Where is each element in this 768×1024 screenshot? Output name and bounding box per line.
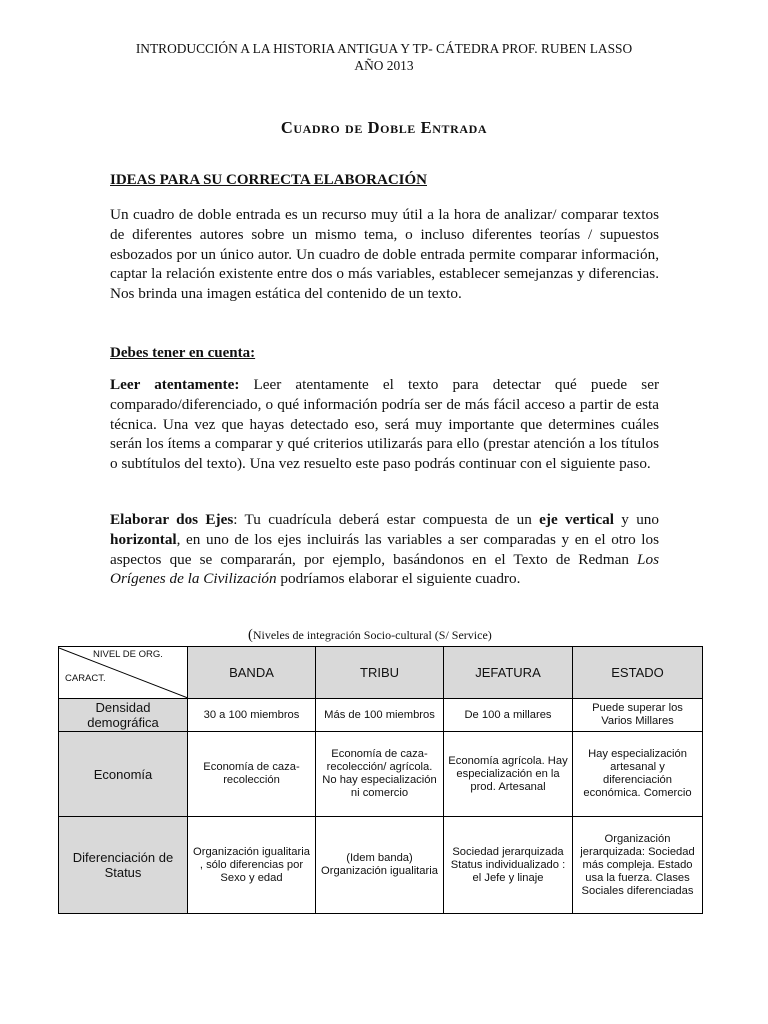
paragraph-ejes-text-1: : Tu cuadrícula deberá estar compuesta de un — [233, 511, 540, 528]
table-cell: Sociedad jerarquizada Status individualizado : el Jefe y linaje — [444, 817, 573, 914]
table-header-row — [59, 647, 703, 699]
table-cell: Economía de caza-recolección/ agrícola. No hay especialización ni comercio — [316, 732, 444, 817]
table-corner-cell — [59, 647, 188, 699]
paragraph-ejes-book-title: Los Orígenes de la Civilización — [110, 550, 659, 588]
column-header-estado: ESTADO — [573, 647, 703, 699]
paragraph-ejes — [110, 510, 659, 589]
column-header-tribu: TRIBU — [316, 647, 444, 699]
document-header — [100, 40, 668, 74]
section-title: IDEAS PARA SU CORRECTA ELABORACIÓN — [110, 172, 427, 188]
subsection-title: Debes tener en cuenta: — [110, 345, 256, 361]
corner-label-nivel: NIVEL DE ORG. — [93, 649, 163, 660]
table-row — [59, 732, 703, 817]
table-cell: (Idem banda) Organización igualitaria — [316, 817, 444, 914]
paragraph-leer-text: Leer atentamente el texto para detectar qué puede ser comparado/diferenciado, o qué información podría ser de más fácil acceso a partir de esta técnica. Una vez que hayas detectado eso, será muy importante que determines cuáles serán los ítems a comparar y qué criterios utilizarás para ello (prestar atención a los títulos o subtítulos del texto). Una vez resuelto este paso podrás continuar con el siguiente paso. — [110, 376, 659, 473]
paragraph-ejes-text-4: podríamos elaborar el siguiente cuadro. — [276, 570, 521, 588]
table-cell: Organización jerarquizada: Sociedad más compleja. Estado usa la fuerza. Clases Sociales diferenciadas — [573, 817, 703, 914]
table-caption — [248, 627, 492, 644]
paragraph-ejes-text-2: y uno — [613, 511, 659, 528]
table-row — [59, 699, 703, 732]
comparison-table — [58, 646, 703, 914]
table-cell: 30 a 100 miembros — [188, 699, 316, 732]
corner-label-caract: CARACT. — [65, 673, 106, 684]
row-header-economia: Economía — [59, 732, 188, 817]
paragraph-leer — [110, 375, 659, 474]
paragraph-ejes-lead: Elaborar dos Ejes — [110, 511, 234, 528]
table-cell: Más de 100 miembros — [316, 699, 444, 732]
row-header-densidad: Densidad demográfica — [59, 699, 188, 732]
paragraph-ejes-text-3: , en uno de los ejes incluirás las variables a ser comparadas y en el otro los aspectos que se compararán, por ejemplo, basándonos en el Texto de Redman — [110, 530, 659, 568]
table-cell: Puede superar los Varios Millares — [573, 699, 703, 732]
table-cell: Organización igualitaria , sólo diferencias por Sexo y edad — [188, 817, 316, 914]
table-caption-paren: ( — [248, 627, 253, 643]
paragraph-ejes-bold-2: horizontal — [110, 530, 177, 548]
column-header-jefatura: JEFATURA — [444, 647, 573, 699]
table-cell: Economía agrícola. Hay especialización en la prod. Artesanal — [444, 732, 573, 817]
header-line-2: AÑO 2013 — [354, 58, 414, 73]
column-header-banda: BANDA — [188, 647, 316, 699]
header-line-1: INTRODUCCIÓN A LA HISTORIA ANTIGUA Y TP- CÁTEDRA PROF. RUBEN LASSO — [135, 41, 633, 56]
paragraph-ejes-bold-1: eje vertical — [539, 511, 614, 528]
paragraph-leer-lead: Leer atentamente: — [110, 376, 240, 393]
document-title: Cuadro de Doble Entrada — [280, 118, 488, 137]
row-header-status: Diferenciación de Status — [59, 817, 188, 914]
table-cell: Economía de caza-recolección — [188, 732, 316, 817]
paragraph-intro: Un cuadro de doble entrada es un recurso muy útil a la hora de analizar/ comparar textos de diferentes autores sobre un mismo tema, o incluso diferentes teorías / supuestos esbozados por un único autor. Un cuadro de doble entrada permite comparar información, captar la relación existente entre dos o más variables, establecer semejanzas y diferencias. Nos brinda una imagen estática del contenido de un texto. — [110, 206, 659, 303]
table-cell: De 100 a millares — [444, 699, 573, 732]
table-row — [59, 817, 703, 914]
table-cell: Hay especialización artesanal y diferenciación económica. Comercio — [573, 732, 703, 817]
table-caption-text: Niveles de integración Socio-cultural (S/ Service) — [252, 628, 492, 642]
